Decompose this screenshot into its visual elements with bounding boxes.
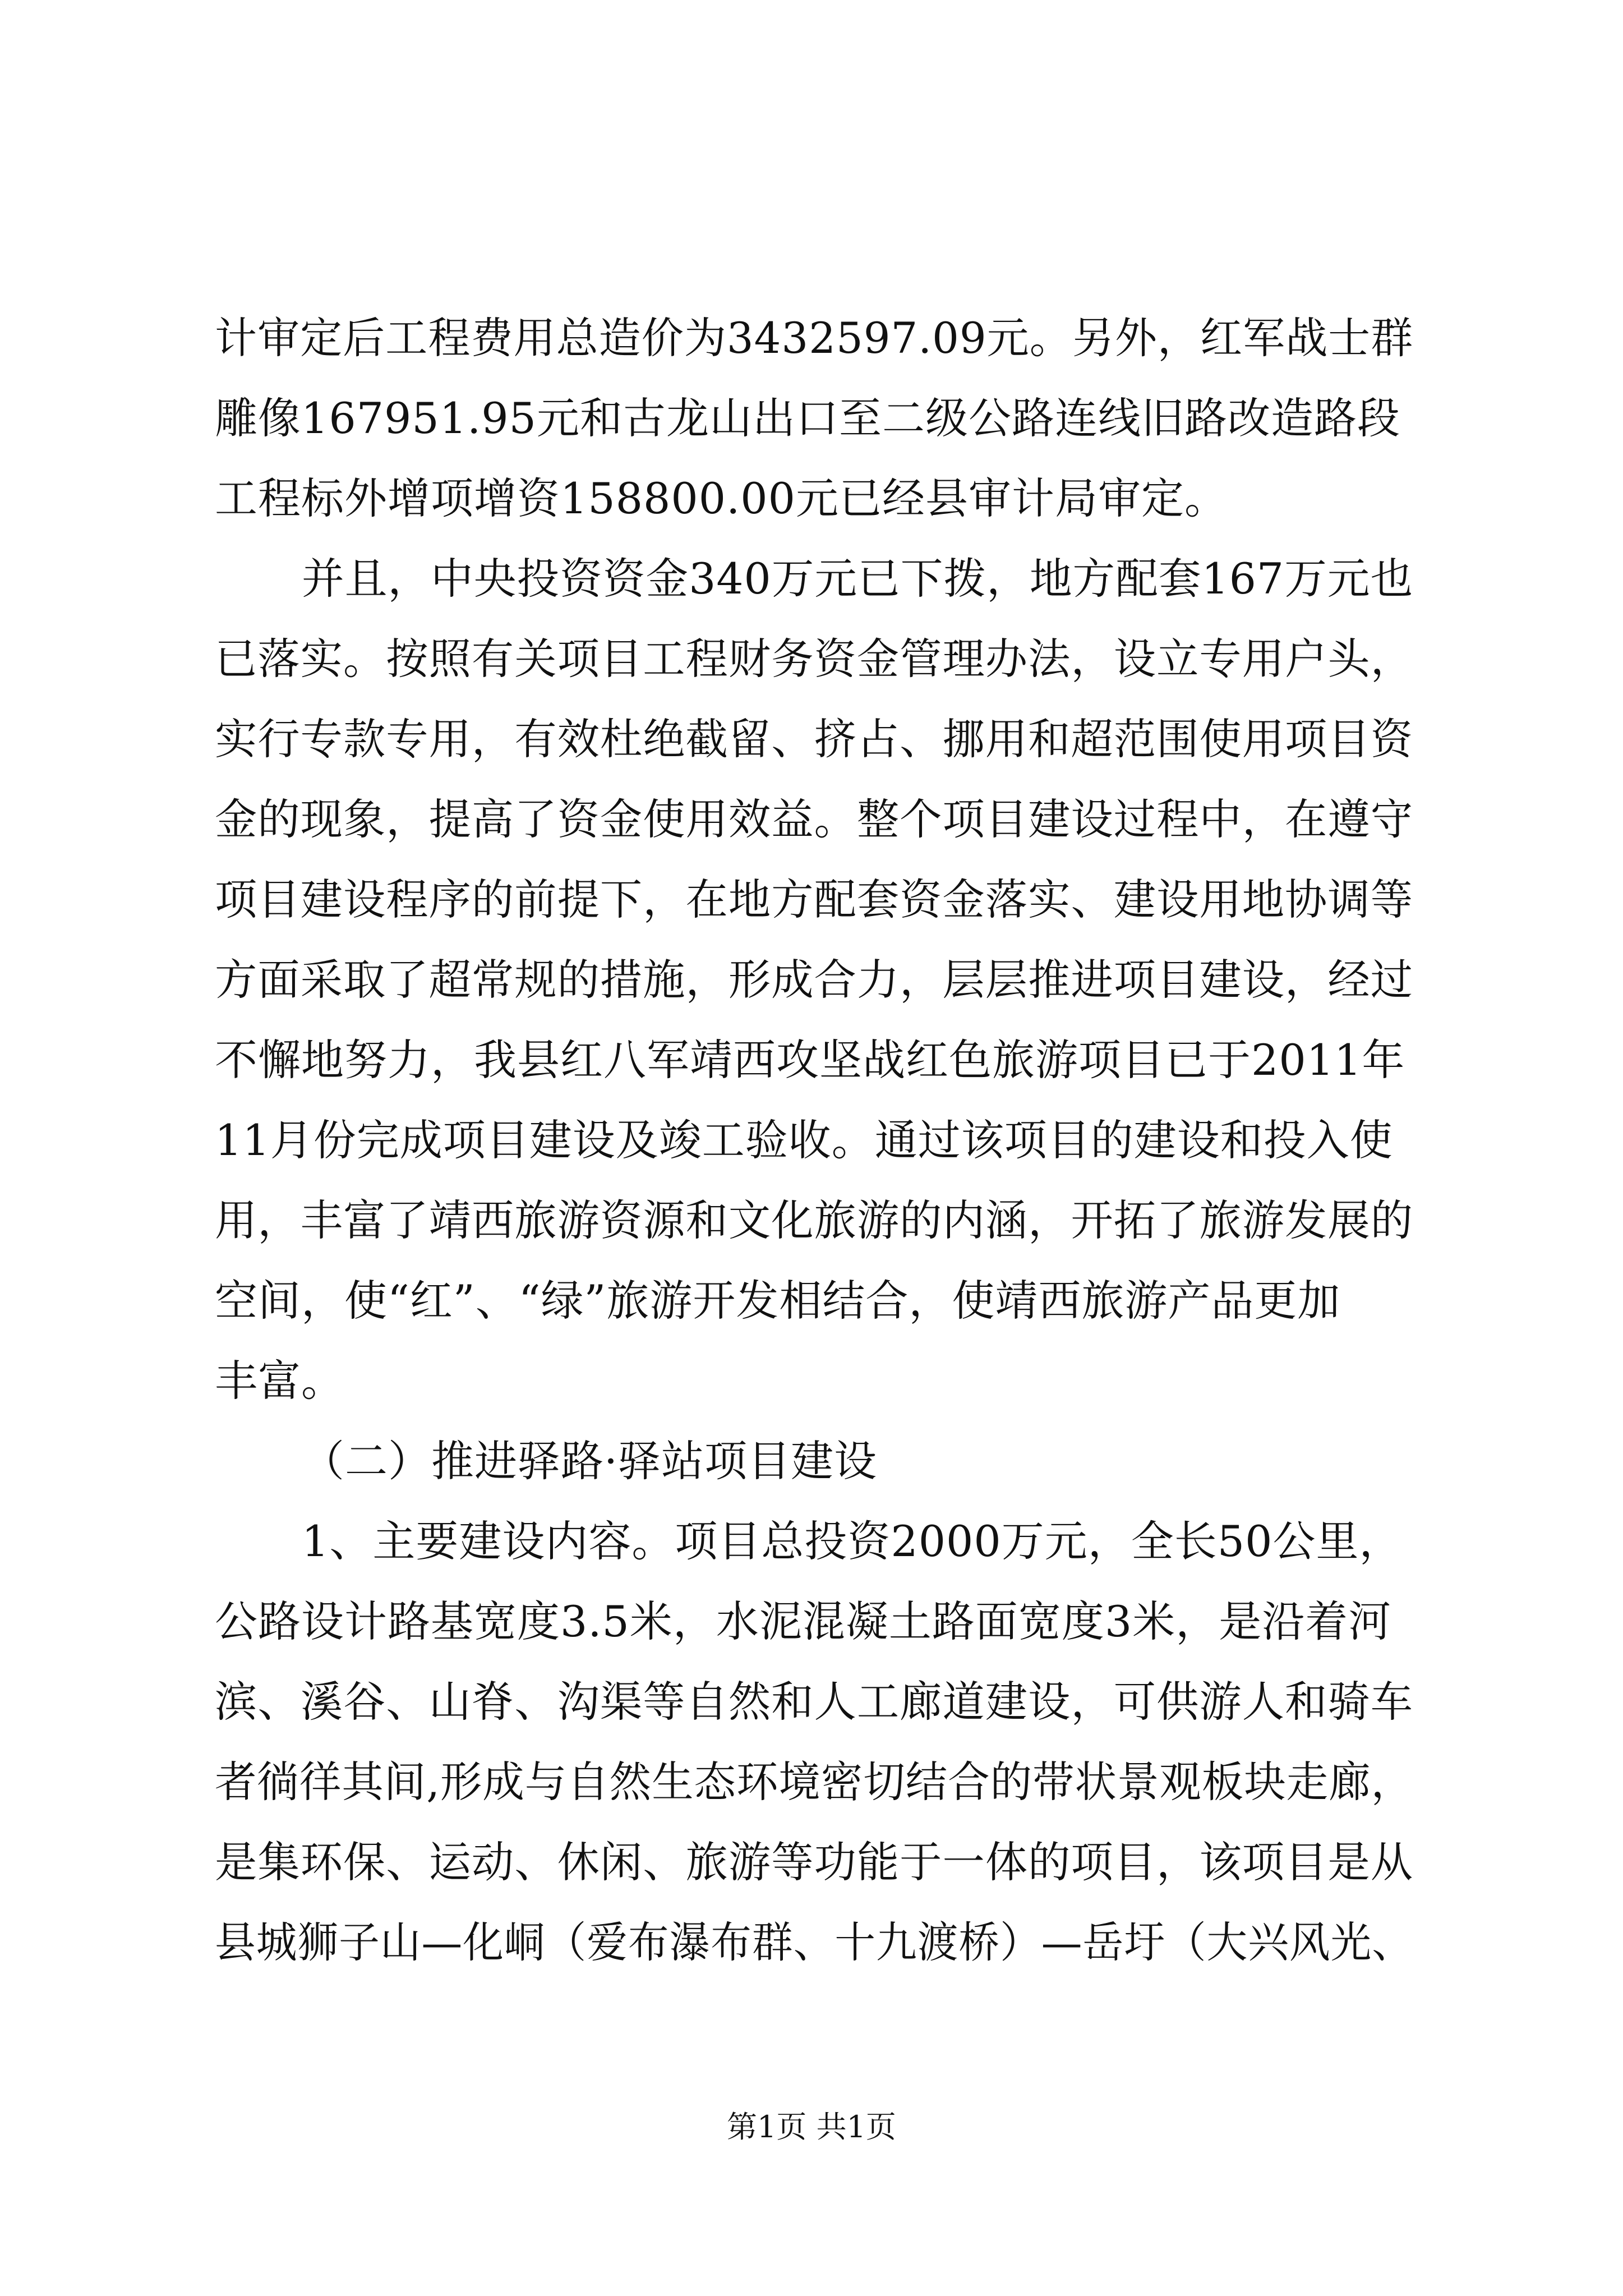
body-line-6: 实行专款专用，有效杜绝截留、挤占、挪用和超范围使用项目资: [215, 714, 1414, 764]
body-line-14: 丰富。: [215, 1356, 344, 1406]
body-line-9: 方面采取了超常规的措施，形成合力，层层推进项目建设，经过: [215, 955, 1414, 1005]
section-heading: （二）推进驿路·驿站项目建设: [302, 1436, 878, 1486]
body-line-17: 公路设计路基宽度3.5米，水泥混凝土路面宽度3米，是沿着河: [215, 1596, 1392, 1646]
body-line-13: 空间，使“红”、“绿”旅游开发相结合，使靖西旅游产品更加: [215, 1276, 1341, 1326]
body-line-2: 雕像167951.95元和古龙山出口至二级公路连线旧路改造路段: [215, 393, 1400, 443]
body-line-10: 不懈地努力，我县红八军靖西攻坚战红色旅游项目已于2011年: [215, 1035, 1405, 1085]
body-line-3: 工程标外增项增资158800.00元已经县审计局审定。: [215, 473, 1228, 523]
body-line-19: 者徜徉其间,形成与自然生态环境密切结合的带状景观板块走廊，: [215, 1757, 1414, 1807]
body-line-1: 计审定后工程费用总造价为3432597.09元。另外，红军战士群: [215, 313, 1414, 363]
body-line-8: 项目建设程序的前提下，在地方配套资金落实、建设用地协调等: [215, 875, 1414, 924]
body-line-21: 县城狮子山—化峒（爱布瀑布群、十九渡桥）—岳圩（大兴风光、: [215, 1917, 1413, 1967]
body-line-18: 滨、溪谷、山脊、沟渠等自然和人工廊道建设，可供游人和骑车: [215, 1677, 1414, 1727]
body-line-7: 金的现象，提高了资金使用效益。整个项目建设过程中，在遵守: [215, 794, 1414, 844]
body-line-11: 11月份完成项目建设及竣工验收。通过该项目的建设和投入使: [215, 1115, 1393, 1165]
body-line-5: 已落实。按照有关项目工程财务资金管理办法，设立专用户头，: [215, 634, 1414, 684]
page-footer: 第1页 共1页: [727, 2109, 896, 2145]
body-line-16: 1、主要建设内容。项目总投资2000万元，全长50公里，: [302, 1516, 1403, 1566]
body-line-20: 是集环保、运动、休闲、旅游等功能于一体的项目，该项目是从: [215, 1837, 1414, 1887]
body-line-4: 并且，中央投资资金340万元已下拨，地方配套167万元也: [302, 554, 1414, 604]
body-line-12: 用，丰富了靖西旅游资源和文化旅游的内涵，开拓了旅游发展的: [215, 1195, 1414, 1245]
